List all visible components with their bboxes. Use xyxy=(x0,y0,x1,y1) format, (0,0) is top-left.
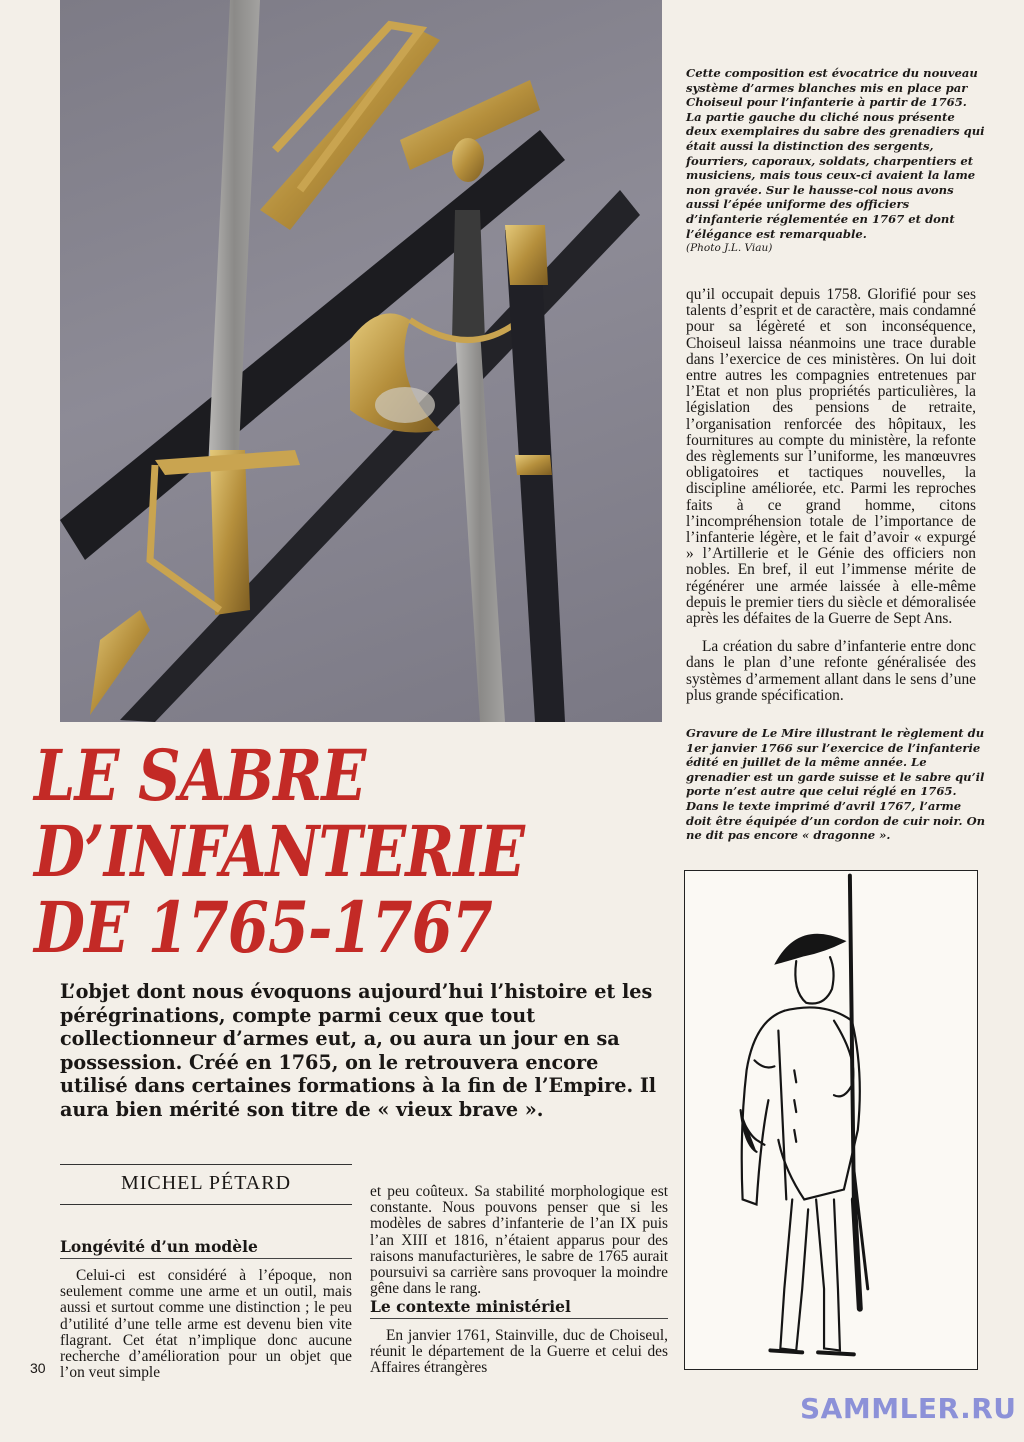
site-watermark: SAMMLER.RU xyxy=(800,1392,1017,1425)
photo-caption xyxy=(686,66,986,256)
section-heading-context: Le contexte ministériel xyxy=(370,1297,571,1316)
right-column xyxy=(686,287,976,704)
grenadier-engraving xyxy=(684,870,978,1370)
article-title-line-3: DE 1765-1767 xyxy=(34,886,492,969)
middle-column-lower xyxy=(370,1328,668,1377)
photo-caption-text: Cette composition est évocatrice du nouveau système d’armes blanches mis en place par Choiseul pour l’infanterie à partir de 1765. La partie gauche du cliché nous présente deux exemplaires du sabre des grenadiers qui était aussi la distinction des sergents, fourriers, caporaux, soldats, charpentiers et musiciens, mais tous ceux-ci avaient la lame non gravée. Sur le hausse-col nous avons aussi l’épée uniforme des officiers d’infanterie réglementée en 1767 et dont l’élégance est remarquable. xyxy=(686,66,985,241)
sabres-photo-illustration xyxy=(60,0,662,722)
article-title-line-2: D’INFANTERIE xyxy=(34,810,525,893)
middle-column xyxy=(370,1184,668,1297)
author-rule-top xyxy=(60,1164,352,1165)
engraving-caption: Gravure de Le Mire illustrant le règlement du 1er janvier 1766 sur l’exercice de l’infanterie édité en juillet de la même année. Le grenadier est un garde suisse et le sabre qu’il porte n’est autre que celui réglé en 1765. Dans le texte imprimé d’avril 1767, l’arme doit être équipée d’un cordon de cuir noir. On ne dit pas encore « dragonne ». xyxy=(686,726,986,843)
article-title-line-1: LE SABRE xyxy=(34,734,366,817)
article-title xyxy=(34,734,572,969)
author-rule-bottom xyxy=(60,1204,352,1205)
middle-column-lower-paragraph: En janvier 1761, Stainville, duc de Choiseul, réunit le département de la Guerre et celui des Affaires étrangères xyxy=(370,1327,668,1377)
grenadier-engraving-illustration xyxy=(685,871,977,1369)
left-column-paragraph: Celui-ci est considéré à l’époque, non seulement comme une arme et un outil, mais aussi et surtout comme une distinction ; le peu d’utilité d’une telle arme est devenu bien vite flagrant. Cet état n’implique donc aucune recherche d’amélioration pour un objet que l’on veut simple xyxy=(60,1267,352,1382)
page-number: 30 xyxy=(30,1360,46,1376)
right-column-paragraph-1: qu’il occupait depuis 1758. Glorifié pour ses talents d’esprit et de caractère, mais condamné pour sa légèreté et son inconséquence, Choiseul laissa néanmoins une trace durable dans l’exercice de ces ministères. On lui doit entre autres les compagnies entretenues par l’Etat et non plus propriétés particulières, la législation des pensions de retraite, l’organisation renforcée des hôpitaux, les fournitures au compte du ministère, la refonte des règlements sur l’uniforme, les manœuvres obligatoires et tactiques nouvelles, la discipline améliorée, etc. Parmi les reproches faits à ce grand homme, citons l’incompréhension totale de l’importance de l’infanterie légère, et le fait d’avoir « expurgé » l’Artillerie et le Génie des officiers non nobles. En bref, il eut l’immense mérite de régénérer une armée laissée à elle-même depuis le premier tiers du siècle et démoralisée après les défaites de la Guerre de Sept Ans. xyxy=(686,286,976,628)
author-name: MICHEL PÉTARD xyxy=(120,1172,292,1194)
middle-column-paragraph: et peu coûteux. Sa stabilité morphologique est constante. Nous pouvons penser que si les modèles de sabres d’infanterie de l’an IX puis l’an XIII et 1816, n’étaient apparus pour des raisons manufacturières, le sabre de 1765 aurait poursuivi sa carrière sans provoquer la moindre gêne dans le rang. xyxy=(370,1183,668,1298)
right-column-paragraph-2: La création du sabre d’infanterie entre donc dans le plan d’une refonte généralisée des systèmes d’armement allant dans le sens d’une plus grande spécification. xyxy=(686,638,976,704)
section-heading-rule-2 xyxy=(370,1318,668,1319)
section-heading-rule xyxy=(60,1258,352,1259)
left-column xyxy=(60,1268,352,1381)
sabres-photo xyxy=(60,0,662,722)
lead-paragraph: L’objet dont nous évoquons aujourd’hui l’histoire et les pérégrinations, compte parmi ceux que tout collectionneur d’armes eut, a, ou aura un jour en sa possession. Créé en 1765, on le retrouvera encore utilisé dans certaines formations à la fin de l’Empire. Il aura bien mérité son titre de « vieux brave ». xyxy=(60,980,657,1121)
photo-credit: (Photo J.L. Viau) xyxy=(686,242,773,255)
section-heading-longevity: Longévité d’un modèle xyxy=(60,1237,258,1256)
